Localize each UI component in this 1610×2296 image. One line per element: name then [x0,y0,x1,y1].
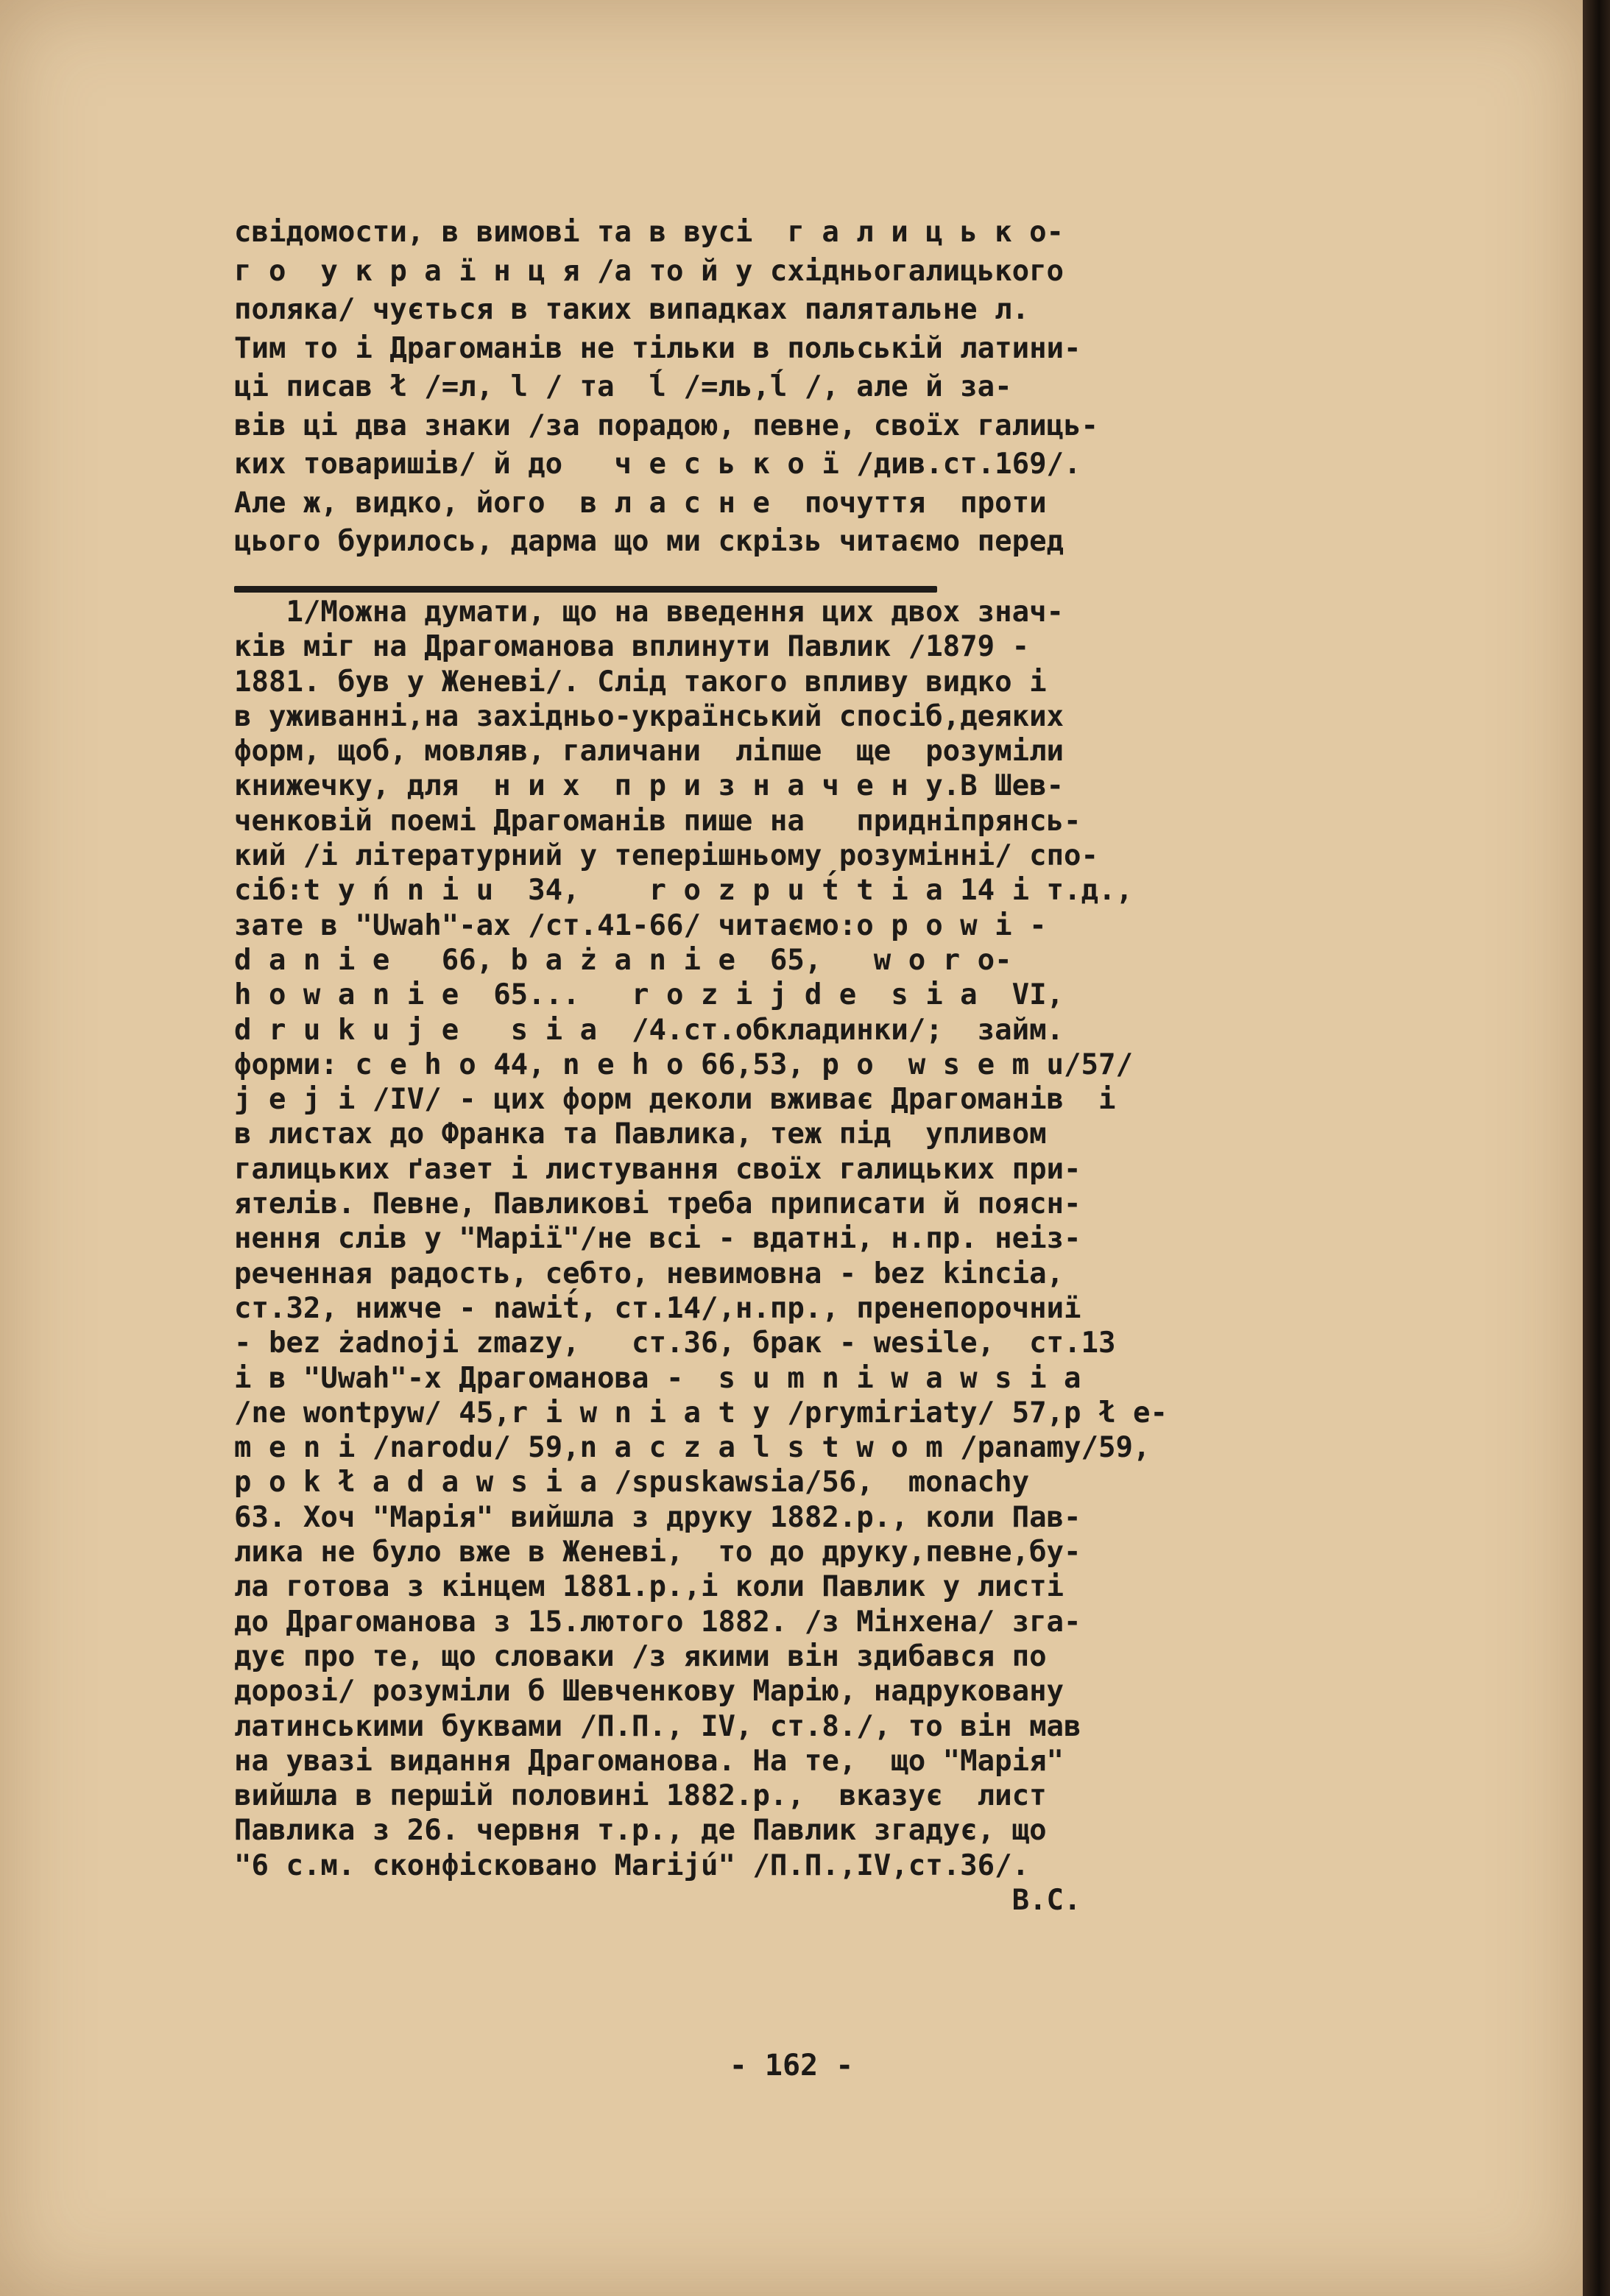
footnote-line: m e n i /narodu/ 59,n a c z a l s t w o m /panamy/59, [234,1431,1151,1465]
footnote-line: вийшла в першій половині 1882.р., вказує лист [234,1779,1047,1813]
footnote-line: кий /і літературний у теперішньому розумінні/ спо- [234,839,1098,873]
footnote-line: на увазі видання Драгоманова. На те, що "Марія" [234,1744,1064,1778]
footnote-line: j e j i /IV/ - цих форм деколи вживає Драгоманів і [234,1083,1116,1117]
footnote-line: ків міг на Драгоманова вплинути Павлик /1879 - [234,630,1030,664]
footnote-line: нення слів у "Марії"/не всі - вдатні, н.пр. неіз- [234,1222,1081,1256]
footnote-line: і в "Uwah"-х Драгоманова - s u m n i w a w s i a [234,1361,1081,1395]
footnote-line: до Драгоманова з 15.лютого 1882. /з Мінхена/ зга- [234,1605,1081,1639]
footnote-line: сіб:t y ń n i u 34, r o z p u t́ t i a 14 і т.д., [234,874,1133,908]
footnote-line: дорозі/ розуміли б Шевченкову Марію, надруковану [234,1675,1064,1709]
main-text-line: цього бурилось, дарма що ми скрізь читаємо перед [234,525,1064,558]
footnote-line: /ne wontpyw/ 45,r i w n i a t y /prymiriaty/ 57,p ł e- [234,1396,1168,1430]
footnote-line: ятелів. Певне, Павликові треба приписати й поясн- [234,1187,1081,1221]
footnote-line: - bez żadnoji zmazy, ст.36, брак - wesile, ст.13 [234,1327,1116,1360]
main-text-line: вів ці два знаки /за порадою, певне, своїх галиць- [234,409,1098,442]
footnote-line: форми: c e h o 44, n e h o 66,53, p o w s e m u/57/ [234,1048,1133,1081]
footnote-separator-rule [234,586,937,593]
footnote-line: зате в "Uwah"-ах /ст.41-66/ читаємо:o p o w i - [234,908,1047,942]
footnote-line: ла готова з кінцем 1881.р.,і коли Павлик у листі [234,1570,1064,1604]
footnote-line: "6 с.м. сконфісковано Marijú" /П.П.,IV,ст.36/. [234,1848,1030,1882]
footnote-line: В.С. [234,1883,1081,1917]
footnote-line: 63. Хоч "Марія" вийшла з друку 1882.р., коли Пав- [234,1500,1081,1534]
main-text-line: г о у к р а ї н ц я /а то й у східньогалицького [234,254,1064,288]
footnote-line: p o k ł a d a w s i a /spuskawsia/56, monachy [234,1466,1030,1500]
footnote-line: d a n i e 66, b a ż a n i e 65, w o r o- [234,943,1012,977]
main-text-line: поляка/ чується в таких випадках палятальне л. [234,293,1030,326]
footnote-line: Павлика з 26. червня т.р., де Павлик згадує, що [234,1814,1047,1848]
footnote-line: 1881. був у Женеві/. Слід такого впливу видко і [234,665,1047,699]
main-text-line: ці писав ł /=л, l / та ĺ /=ль,ĺ /, але й за- [234,370,1012,403]
footnote-line: 1/Можна думати, що на введення цих двох знач- [234,596,1064,629]
footnote-line: в листах до Франка та Павлика, теж під упливом [234,1117,1047,1151]
main-text-line: Але ж, видко, його в л а с н е почуття проти [234,486,1047,520]
book-binding-edge [1583,0,1610,2296]
footnote-line: ченковій поемі Драгоманів пише на придніпрянсь- [234,804,1081,838]
main-text-line: Тим то і Драгоманів не тільки в польській латини- [234,331,1081,365]
footnote-line: книжечку, для н и х п р и з н а ч е н у.В Шев- [234,769,1064,803]
footnote-line: ст.32, нижче - nawit́, ст.14/,н.пр., пренепорочниї [234,1291,1081,1325]
footnote-line: d r u k u j e s i a /4.ст.обкладинки/; займ. [234,1013,1064,1047]
footnote-line: в уживанні,на західньо-український спосіб,деяких [234,699,1064,733]
footnote-line: форм, щоб, мовляв, галичани ліпше ще розуміли [234,735,1064,769]
main-text-line: ких товаришів/ й до ч е с ь к о ї /див.ст.169/. [234,448,1081,481]
footnote-line: галицьких ґазет і листування своїх галицьких при- [234,1152,1081,1186]
footnote-text [234,595,1456,1918]
footnote-line: реченная радость, себто, невимовна - bez kincia, [234,1257,1064,1290]
main-text [234,213,1456,562]
page-number: - 162 - [729,2049,854,2083]
footnote-line: h o w a n i e 65... r o z i j d e s i a VI, [234,978,1064,1012]
footnote-line: дує про те, що словаки /з якими він здибався по [234,1639,1047,1673]
main-text-line: свідомости, в вимові та в вусі г а л и ц ь к о- [234,216,1064,249]
footnote-line: латинськими буквами /П.П., IV, ст.8./, то він мав [234,1709,1081,1743]
footnote-line: лика не було вже в Женеві, то до друку,певне,бу- [234,1536,1081,1569]
